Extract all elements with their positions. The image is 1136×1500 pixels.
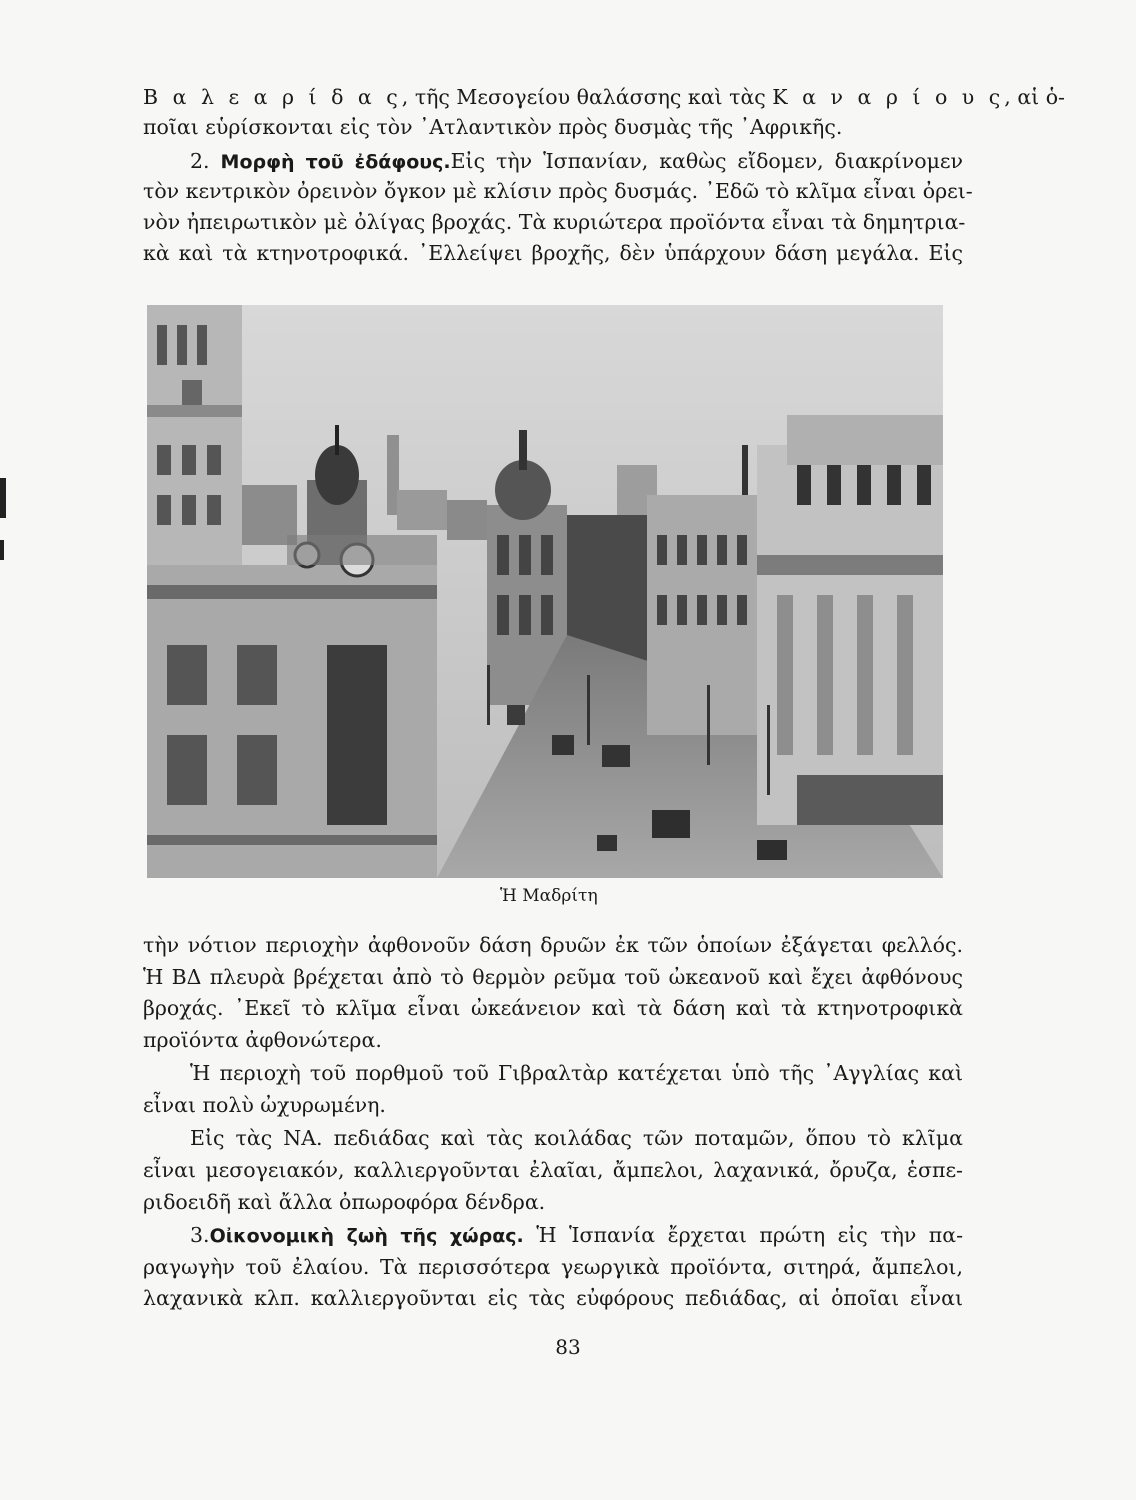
text-line bbox=[143, 1283, 963, 1313]
text-line bbox=[143, 1155, 963, 1185]
scan-edge-mark bbox=[0, 540, 4, 560]
text-segment: βροχάς. ᾿Εκεῖ τὸ κλῖμα εἶναι ὠκεάνειον καὶ τὰ δάση καὶ τὰ κτηνοτροφικὰ bbox=[143, 996, 963, 1020]
text-segment: τὸν κεντρικὸν ὀρεινὸν ὄγκον μὲ κλίσιν πρὸς δυσμάς. ᾿Εδῶ τὸ κλῖμα εἶναι ὀρει- bbox=[143, 179, 973, 203]
text-line bbox=[143, 82, 1065, 112]
text-line bbox=[190, 146, 963, 177]
madrid-photograph bbox=[147, 305, 943, 878]
text-segment: νὸν ἠπειρωτικὸν μὲ ὀλίγας βροχάς. Τὰ κυριώτερα προϊόντα εἶναι τὰ δημητρια- bbox=[143, 210, 966, 234]
text-line bbox=[143, 207, 966, 237]
text-segment: Ἡ Ἱσπανία ἔρχεται πρώτη εἰς τὴν πα- bbox=[523, 1223, 963, 1247]
section-heading: Οἰκονομικὴ ζωὴ τῆς χώρας. bbox=[209, 1225, 524, 1247]
text-line bbox=[143, 1025, 963, 1055]
text-segment: 2. bbox=[190, 149, 221, 173]
scan-edge-mark bbox=[0, 478, 6, 518]
text-line bbox=[190, 1058, 963, 1088]
text-line bbox=[143, 238, 963, 268]
text-segment: τὴν νότιον περιοχὴν ἀφθονοῦν δάση δρυῶν ἐκ τῶν ὁποίων ἐξάγεται φελλός. bbox=[143, 933, 963, 957]
text-segment: εἶναι πολὺ ὠχυρωμένη. bbox=[143, 1093, 386, 1117]
text-segment: εἶναι μεσογειακόν, καλλιεργοῦνται ἐλαῖαι, ἄμπελοι, λαχανικά, ὄρυζα, ἑσπε- bbox=[143, 1158, 963, 1182]
text-line bbox=[143, 1252, 963, 1282]
text-segment: προϊόντα ἀφθονώτερα. bbox=[143, 1028, 382, 1052]
text-line bbox=[143, 930, 963, 960]
page-number: 83 bbox=[555, 1335, 581, 1359]
text-line bbox=[143, 962, 963, 992]
text-segment: ριδοειδῆ καὶ ἄλλα ὀπωροφόρα δένδρα. bbox=[143, 1190, 546, 1214]
text-segment: Ἡ ΒΔ πλευρὰ βρέχεται ἀπὸ τὸ θερμὸν ρεῦμα τοῦ ὠκεανοῦ καὶ ἔχει ἀφθόνους bbox=[143, 965, 963, 989]
section-heading: Μορφὴ τοῦ ἐδάφους. bbox=[220, 151, 451, 173]
text-line bbox=[143, 1187, 963, 1217]
text-segment: Β α λ ε α ρ ί δ α ς bbox=[143, 85, 402, 109]
text-segment: κὰ καὶ τὰ κτηνοτροφικά. ᾿Ελλείψει βροχῆς, δὲν ὑπάρχουν δάση μεγάλα. Εἰς bbox=[143, 241, 963, 265]
text-segment: ποῖαι εὑρίσκονται εἰς τὸν ᾿Ατλαντικὸν πρὸς δυσμὰς τῆς ᾿Αφρικῆς. bbox=[143, 115, 843, 139]
text-segment: Ἡ περιοχὴ τοῦ πορθμοῦ τοῦ Γιβραλτὰρ κατέχεται ὑπὸ τῆς ᾿Αγγλίας καὶ bbox=[190, 1061, 963, 1085]
text-line bbox=[143, 176, 973, 206]
text-segment: ραγωγὴν τοῦ ἐλαίου. Τὰ περισσότερα γεωργικὰ προϊόντα, σιτηρά, ἄμπελοι, bbox=[143, 1255, 963, 1279]
photo-caption: Ἡ Μαδρίτη bbox=[500, 886, 598, 906]
text-segment: λαχανικὰ κλπ. καλλιεργοῦνται εἰς τὰς εὐφόρους πεδιάδας, αἱ ὁποῖαι εἶναι bbox=[143, 1286, 963, 1310]
text-line bbox=[143, 993, 963, 1023]
text-line bbox=[190, 1220, 963, 1251]
text-line bbox=[143, 112, 963, 142]
text-line bbox=[190, 1123, 963, 1153]
text-line bbox=[143, 1090, 963, 1120]
text-segment: 3. bbox=[190, 1223, 210, 1247]
text-segment: , αἱ ὁ- bbox=[1004, 85, 1065, 109]
text-segment: , τῆς Μεσογείου θαλάσσης καὶ τὰς bbox=[401, 85, 773, 109]
text-segment: Κ α ν α ρ ί ο υ ς bbox=[772, 85, 1005, 109]
text-segment: Εἰς τὰς ΝΑ. πεδιάδας καὶ τὰς κοιλάδας τῶν ποταμῶν, ὅπου τὸ κλῖμα bbox=[190, 1126, 963, 1150]
madrid-street-illustration bbox=[147, 305, 943, 878]
text-segment: Εἰς τὴν Ἱσπανίαν, καθὼς εἴδομεν, διακρίνομεν bbox=[450, 149, 963, 173]
